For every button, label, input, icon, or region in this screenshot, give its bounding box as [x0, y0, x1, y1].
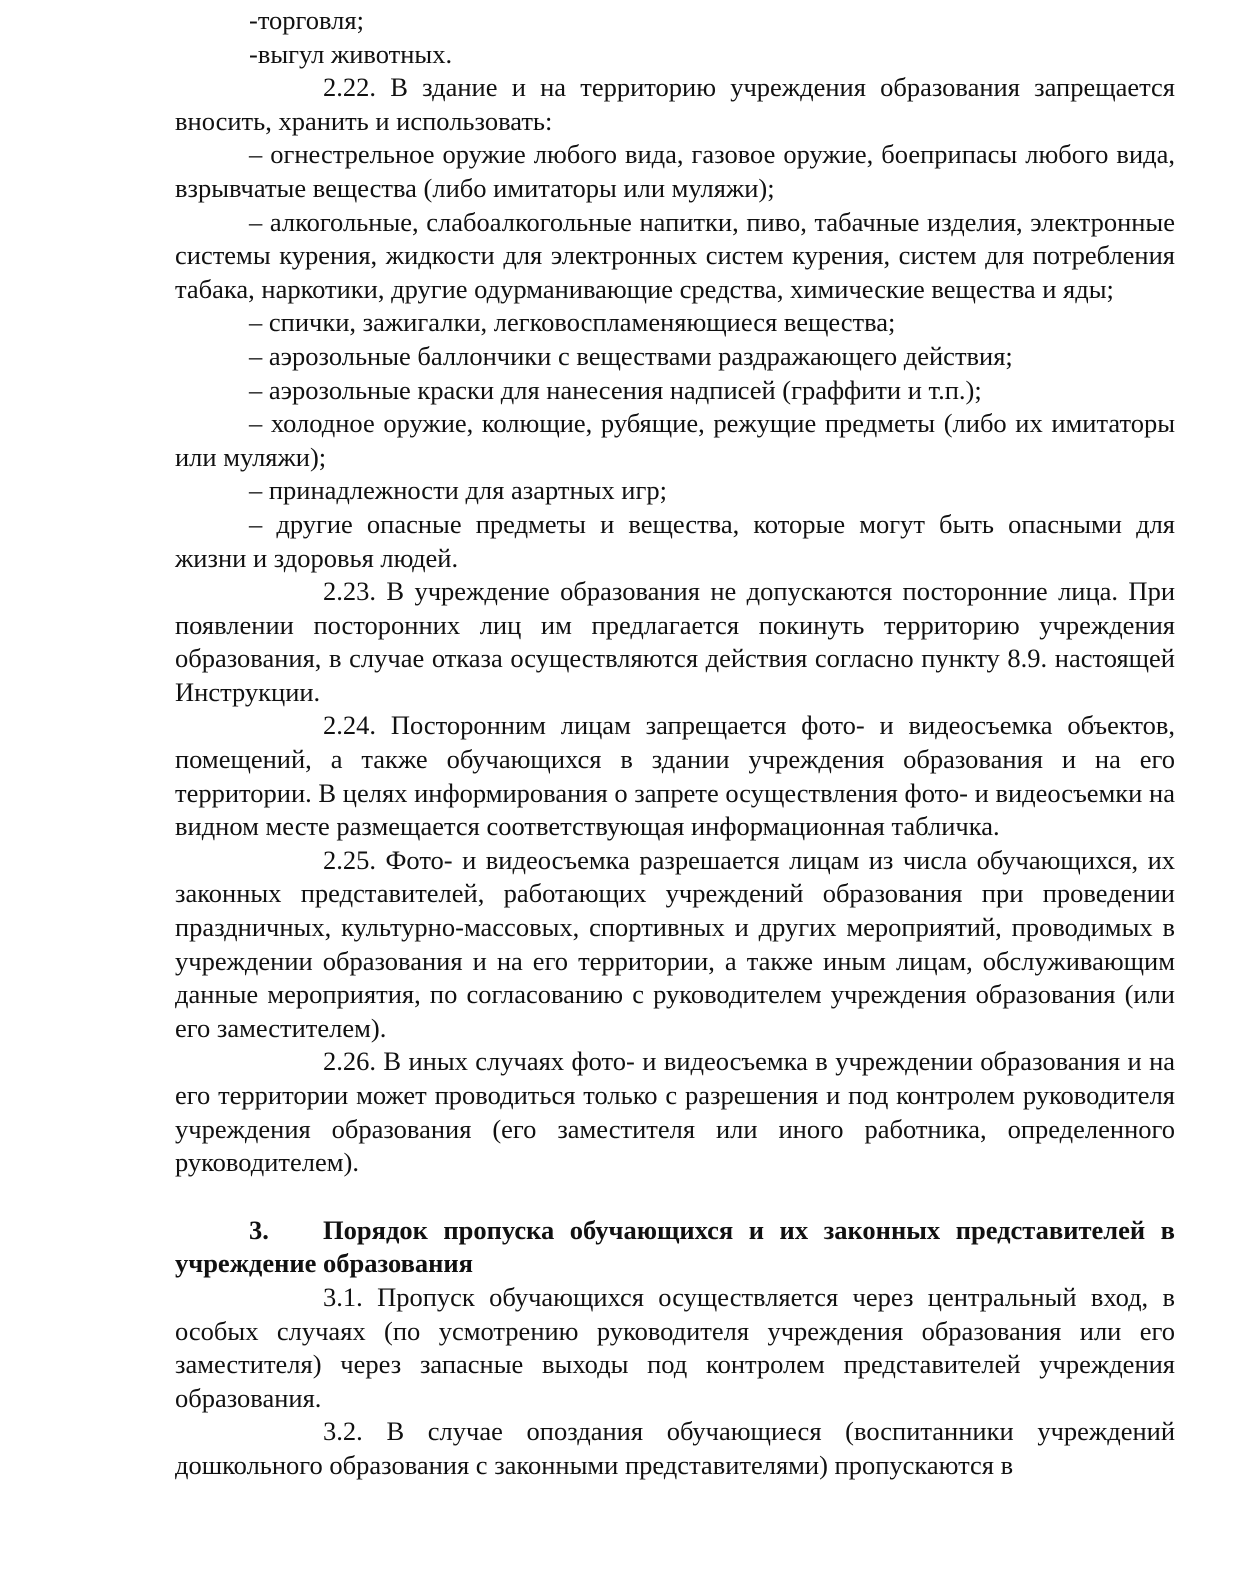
section-spacer	[175, 1180, 1175, 1214]
paragraph-text: В случае опоздания обучающиеся (воспитанники учреждений дошкольного образования с законными представителями) пропускаются в	[175, 1416, 1176, 1480]
paragraph-text: Посторонним лицам запрещается фото- и видеосъемка объектов, помещений, а также обучающихся в здании учреждения образования и на его территории. В целях информирования о запрете осуществления фото- и видеосъемки на видном месте размещается соответствующая информационная табличка.	[175, 710, 1176, 842]
prohibited-item-cold-weapons: – холодное оружие, колющие, рубящие, режущие предметы (либо их имитаторы или муляжи);	[175, 408, 1175, 472]
list-item-pets: -выгул животных.	[249, 38, 453, 69]
paragraph-2-23	[175, 575, 1175, 709]
paragraph-text: Фото- и видеосъемка разрешается лицам из числа обучающихся, их законных представителей, работающих учреждений образования при проведении праздничных, культурно-массовых, спортивных и других мероприятий, проводимых в учреждении образования и на его территории, а также иным лицам, обслуживающим данные мероприятия, по согласованию с руководителем учреждения образования (или его заместителем).	[175, 844, 1175, 1043]
section-title: Порядок пропуска обучающихся и их законных представителей в учреждение образования	[175, 1214, 1175, 1279]
paragraph-text: В здание и на территорию учреждения образования запрещается вносить, хранить и использовать:	[175, 72, 1175, 136]
paragraph-number: 2.22.	[323, 72, 376, 103]
prohibited-item-paint: – аэрозольные краски для нанесения надписей (граффити и т.п.);	[249, 374, 982, 405]
paragraph-2-22	[175, 71, 1175, 138]
prohibited-item-matches: – спички, зажигалки, легковоспламеняющиеся вещества;	[249, 307, 896, 338]
paragraph-2-26	[175, 1045, 1175, 1179]
prohibited-item-firearms: – огнестрельное оружие любого вида, газовое оружие, боеприпасы любого вида, взрывчатые вещества (либо имитаторы или муляжи);	[175, 139, 1175, 203]
paragraph-3-1	[175, 1281, 1175, 1415]
paragraph-text: Пропуск обучающихся осуществляется через центральный вход, в особых случаях (по усмотрению руководителя учреждения образования или его заместителя) через запасные выходы под контролем представителей учреждения образования.	[175, 1281, 1175, 1413]
prohibited-item-aerosol: – аэрозольные баллончики с веществами раздражающего действия;	[249, 340, 1013, 371]
document-page	[175, 4, 1175, 1483]
paragraph-2-25	[175, 844, 1175, 1046]
paragraph-number: 3.2.	[323, 1416, 363, 1447]
section-number: 3.	[249, 1214, 269, 1245]
paragraph-number: 2.23.	[323, 576, 376, 607]
prohibited-item-gambling: – принадлежности для азартных игр;	[249, 475, 667, 506]
prohibited-item-alcohol: – алкогольные, слабоалкогольные напитки, пиво, табачные изделия, электронные системы курения, жидкости для электронных систем курения, систем для потребления табака, наркотики, другие одурманивающие средства, химические вещества и яды;	[175, 206, 1175, 304]
list-item-trade: -торговля;	[249, 5, 364, 35]
paragraph-text: В иных случаях фото- и видеосъемка в учреждении образования и на его территории может проводиться только с разрешения и под контролем руководителя учреждения образования (его заместителя или иного работника, определенного руководителем).	[175, 1046, 1176, 1178]
paragraph-number: 2.26.	[323, 1046, 376, 1077]
paragraph-number: 2.24.	[323, 710, 376, 741]
paragraph-text: В учреждение образования не допускаются посторонние лица. При появлении посторонних лиц им предлагается покинуть территорию учреждения образования, в случае отказа осуществляются действия согласно пункту 8.9. настоящей Инструкции.	[175, 576, 1176, 707]
prohibited-item-other: – другие опасные предметы и вещества, которые могут быть опасными для жизни и здоровья людей.	[175, 508, 1175, 573]
paragraph-number: 3.1.	[323, 1281, 363, 1312]
paragraph-2-24	[175, 709, 1175, 843]
paragraph-number: 2.25.	[323, 844, 376, 875]
section-3-heading	[175, 1214, 1175, 1281]
paragraph-3-2	[175, 1415, 1175, 1482]
